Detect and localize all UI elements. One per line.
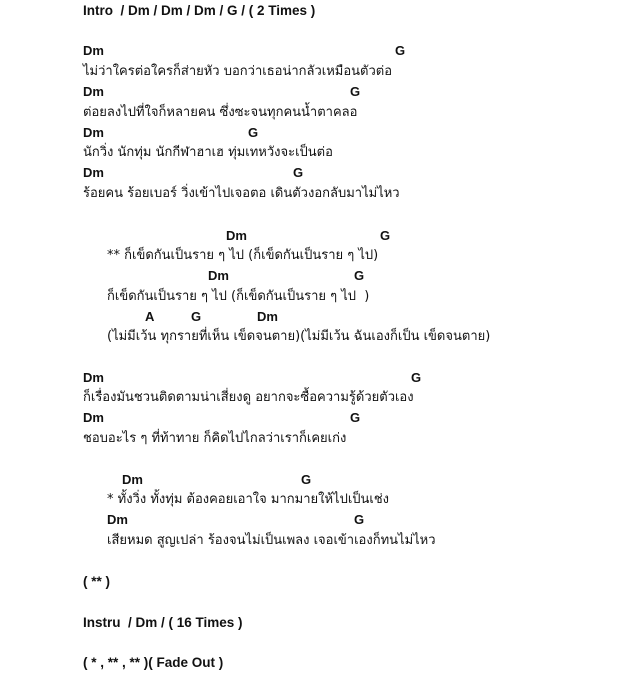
lyric-line: เสียหมด สูญเปล่า ร้องจนไม่เป็นเพลง เจอเข้าเองก็ทนไม่ไหว: [107, 533, 436, 548]
chord: G: [248, 125, 259, 140]
lyric-line: ชอบอะไร ๆ ที่ท้าทาย ก็คิดไปไกลว่าเราก็เคยเก่ง: [83, 431, 347, 446]
chord: A: [145, 309, 155, 324]
chord: G: [350, 84, 361, 99]
lyric-line: (ไม่มีเว้น ทุกรายที่เห็น เข็ดจนตาย)(ไม่มีเว้น ฉันเองก็เป็น เข็ดจนตาย): [107, 329, 491, 344]
chord: Dm: [122, 472, 143, 487]
chord: Dm: [226, 228, 247, 243]
chord: G: [350, 410, 361, 425]
chord: G: [354, 512, 365, 527]
chord: Dm: [83, 370, 104, 385]
chord: Dm: [208, 268, 229, 283]
chord: Dm: [83, 410, 104, 425]
lyric-line: ก็เข็ดกันเป็นราย ๆ ไป (ก็เข็ดกันเป็นราย ๆ ไป ): [107, 289, 370, 304]
repeat-marker: ( ** ): [83, 574, 110, 589]
lyric-line: ต่อยลงไปที่ใจก็หลายคน ซึ่งซะจนทุกคนน้ำตาคลอ: [83, 105, 358, 120]
chord: Dm: [83, 125, 104, 140]
intro-line: Intro / Dm / Dm / Dm / G / ( 2 Times ): [83, 3, 316, 18]
lyric-line: ** ก็เข็ดกันเป็นราย ๆ ไป (ก็เข็ดกันเป็นราย ๆ ไป): [107, 248, 379, 263]
chord: Dm: [257, 309, 278, 324]
chord: G: [354, 268, 365, 283]
lyric-line: ก็เรื่องมันชวนติดตามน่าเสี่ยงดู อยากจะซื้อความรู้ด้วยตัวเอง: [83, 390, 414, 405]
chord: G: [411, 370, 422, 385]
chord: G: [293, 165, 304, 180]
chord: G: [191, 309, 202, 324]
instrumental-line: Instru / Dm / ( 16 Times ): [83, 615, 243, 630]
chord: Dm: [83, 84, 104, 99]
chord: Dm: [107, 512, 128, 527]
outro-line: ( * , ** , ** )( Fade Out ): [83, 655, 224, 670]
lyric-line: ไม่ว่าใครต่อใครก็ส่ายหัว บอกว่าเธอน่ากลัวเหมือนตัวต่อ: [83, 64, 393, 79]
lyric-line: * ทั้งวิ่ง ทั้งทุ่ม ต้องคอยเอาใจ มากมายให้ไปเป็นเช่ง: [107, 492, 390, 507]
lyric-line: ร้อยคน ร้อยเบอร์ วิ่งเข้าไปเจอตอ เดินตัวงอกลับมาไม่ไหว: [83, 186, 400, 201]
chord: G: [301, 472, 312, 487]
chord: Dm: [83, 165, 104, 180]
chord: Dm: [83, 43, 104, 58]
lyric-line: นักวิ่ง นักทุ่ม นักกีฬาฮาเฮ ทุ่มเทหวังจะเป็นต่อ: [83, 145, 333, 160]
chord: G: [395, 43, 406, 58]
chord: G: [380, 228, 391, 243]
